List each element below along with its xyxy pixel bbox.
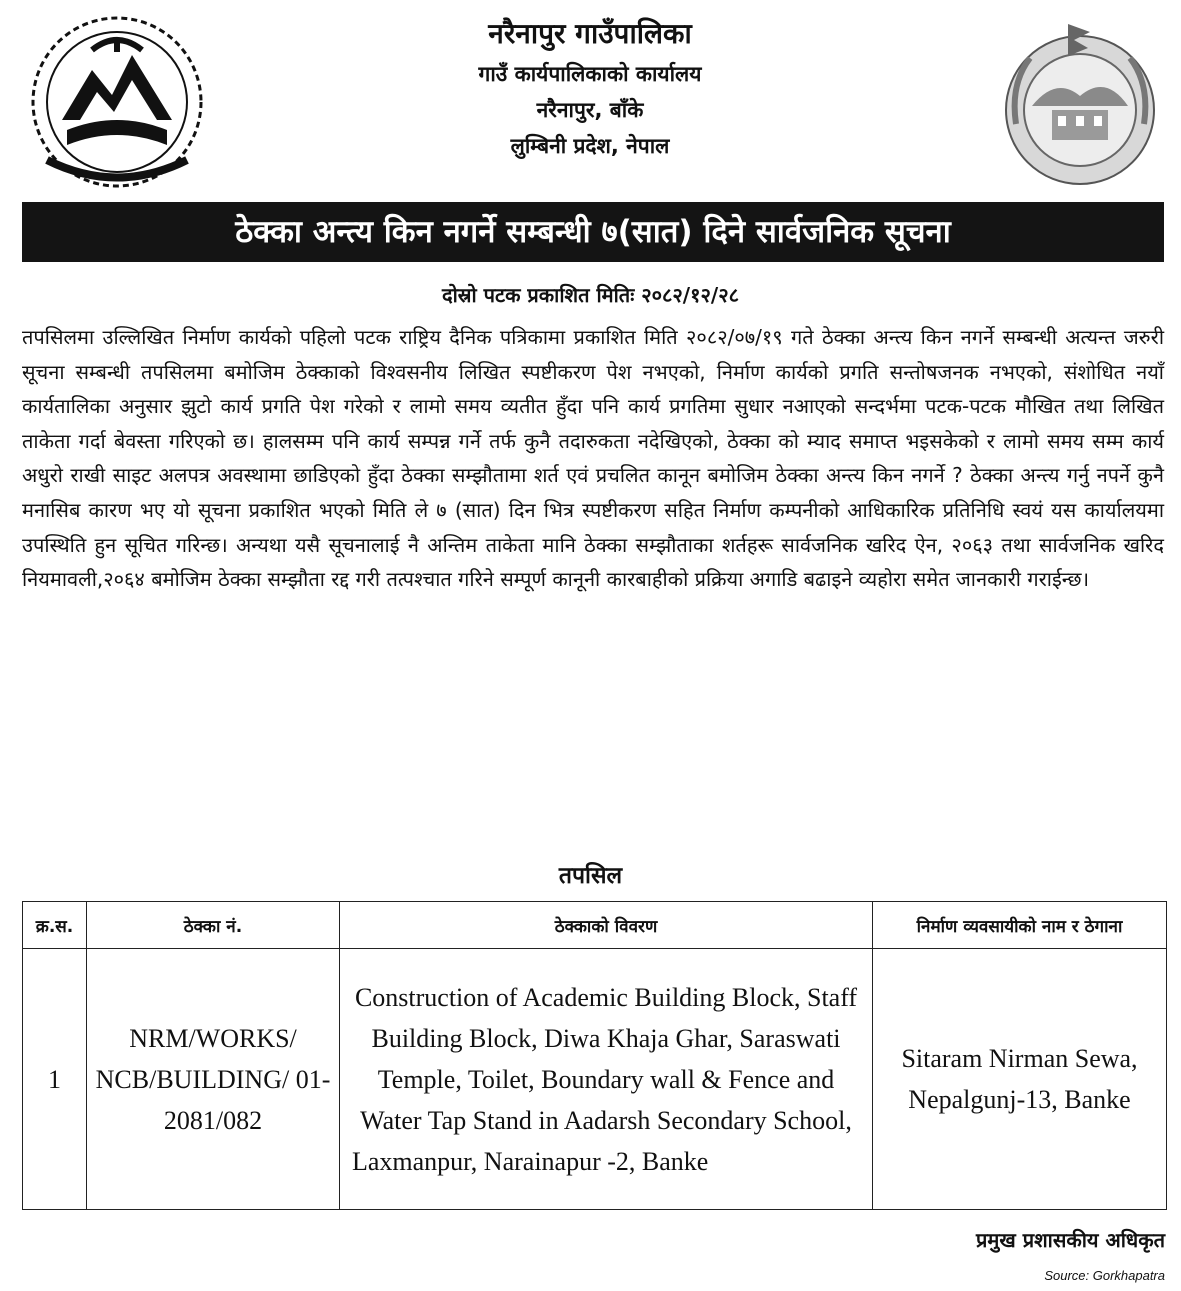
cell-description: Construction of Academic Building Block, Staff Building Block, Diwa Khaja Ghar, Saraswati Temple, Toilet, Boundary wall & Fence and Water Tap Stand in Aadarsh Secondary School, Laxmanpur, Narainapur -2, Banke	[340, 949, 873, 1210]
header-contractor: निर्माण व्यवसायीको नाम र ठेगाना	[873, 902, 1167, 949]
cell-contractor: Sitaram Nirman Sewa, Nepalgunj-13, Banke	[873, 949, 1167, 1210]
cell-serial: 1	[23, 949, 87, 1210]
notice-body: तपसिलमा उल्लिखित निर्माण कार्यको पहिलो पटक राष्ट्रिय दैनिक पत्रिकामा प्रकाशित मिति २०८२/०७/१९ गते ठेक्का अन्त्य किन नगर्ने सम्बन्धी अत्यन्त जरुरी सूचना सम्बन्धी तपसिलमा बमोजिम ठेक्काको विश्वसनीय लिखित स्पष्टीकरण पेश नभएको, निर्माण कार्यको प्रगति सन्तोषजनक नभएको, संशोधित नयाँ कार्यतालिका अनुसार झुटो कार्य प्रगति पेश गरेको र लामो समय व्यतीत हुँदा पनि कार्य प्रगतिमा सुधार नआएको सन्दर्भमा पटक-पटक मौखित तथा लिखित ताकेता गर्दा बेवस्ता गरिएको छ। हालसम्म पनि कार्य सम्पन्न गर्ने तर्फ कुनै तदारुकता नदेखिएको, ठेक्का को म्याद समाप्त भइसकेको र लामो समय सम्म कार्य अधुरो राखी साइट अलपत्र अवस्थामा छाडिएको हुँदा ठेक्का सम्झौतामा शर्त एवं प्रचलित कानून बमोजिम ठेक्का अन्त्य किन नगर्ने ? ठेक्का अन्त्य गर्नु नपर्ने कुनै मनासिब कारण भए यो सूचना प्रकाशित भएको मिति ले ७ (सात) दिन भित्र स्पष्टीकरण सहित निर्माण कम्पनीको आधिकारिक प्रतिनिधि स्वयं यस कार्यालयमा उपस्थिति हुन सूचित गरिन्छ। अन्यथा यसै सूचनालाई नै अन्तिम ताकेता मानि ठेक्का सम्झौताका शर्तहरू सार्वजनिक खरिद ऐन, २०६३ तथा सार्वजनिक खरिद नियमावली,२०६४ बमोजिम ठेक्का सम्झौता रद्द गरी तत्पश्चात गरिने सम्पूर्ण कानूनी कारबाहीको प्रक्रिया अगाडि बढाइने व्यहोरा समेत जानकारी गराईन्छ।	[22, 325, 1164, 592]
contract-table	[22, 901, 1167, 1210]
office-name: गाउँ कार्यपालिकाको कार्यालय	[478, 62, 702, 86]
nepal-emblem-icon	[22, 10, 212, 190]
office-location: नरैनापुर, बाँके	[536, 98, 644, 122]
header-contract-no: ठेक्का नं.	[87, 902, 340, 949]
source-credit: Source: Gorkhapatra	[1044, 1268, 1165, 1283]
table-row	[23, 949, 1167, 1210]
province-country: लुम्बिनी प्रदेश, नेपाल	[510, 134, 670, 158]
table-title: तपसिल	[558, 863, 623, 889]
header-serial: क्र.स.	[23, 902, 87, 949]
table-header-row	[23, 902, 1167, 949]
header-description: ठेक्काको विवरण	[340, 902, 873, 949]
cell-contract-no: NRM/WORKS/ NCB/BUILDING/ 01-2081/082	[87, 949, 340, 1210]
publication-date: दोस्रो पटक प्रकाशित मितिः २०८२/१२/२८	[441, 283, 740, 307]
office-header	[230, 12, 950, 164]
notice-title-banner: ठेक्का अन्त्य किन नगर्ने सम्बन्धी ७(सात) दिने सार्वजनिक सूचना	[22, 202, 1164, 262]
municipality-name: नरैनापुर गाउँपालिका	[488, 17, 692, 50]
signatory-title: प्रमुख प्रशासकीय अधिकृत	[976, 1228, 1165, 1252]
narainapur-municipality-seal-icon	[996, 14, 1164, 194]
